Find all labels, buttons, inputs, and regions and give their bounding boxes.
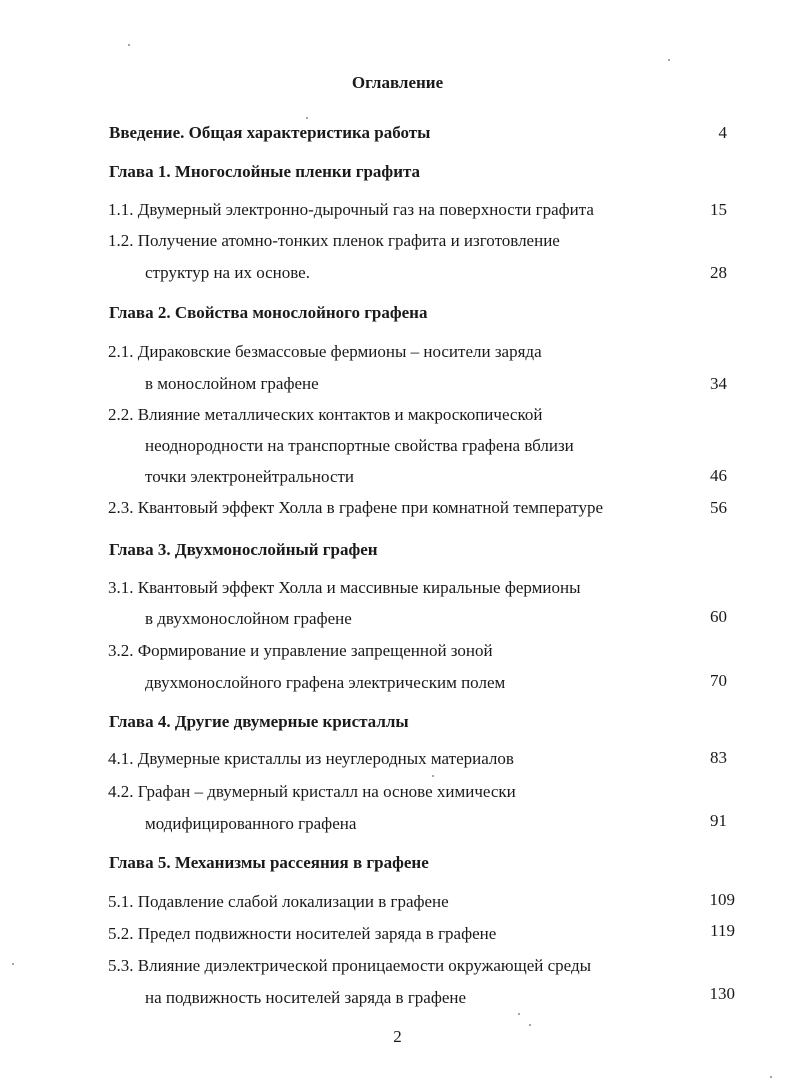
section-2-1-line1: 2.1. Дираковские безмассовые фермионы – носители заряда <box>108 342 542 361</box>
chapter-2-title: Глава 2. Свойства монослойного графена <box>109 303 428 322</box>
toc-intro-page: 4 <box>718 123 727 142</box>
section-4-1-page: 83 <box>710 748 727 767</box>
section-3-1-page: 60 <box>710 607 727 626</box>
section-5-2-page: 119 <box>710 921 735 940</box>
scan-speck <box>12 963 14 965</box>
scan-speck <box>529 1024 531 1026</box>
chapter-1-title: Глава 1. Многослойные пленки графита <box>109 162 421 181</box>
section-1-1-page: 15 <box>710 200 727 219</box>
section-3-1-line2: в двухмонослойном графене <box>145 609 352 628</box>
section-5-3-page: 130 <box>709 984 735 1003</box>
section-5-3-line2: на подвижность носителей заряда в графене <box>145 988 467 1007</box>
section-1-2-page: 28 <box>710 263 727 282</box>
section-4-1: 4.1. Двумерные кристаллы из неуглеродных материалов <box>108 749 514 768</box>
section-5-1-page: 109 <box>709 890 735 909</box>
scan-speck <box>518 1013 520 1015</box>
section-2-2-line3: точки электронейтральности <box>145 467 355 486</box>
section-4-2-line2: модифицированного графена <box>145 814 357 833</box>
section-4-2-page: 91 <box>710 811 727 830</box>
section-2-3-page: 56 <box>710 498 727 517</box>
section-1-1: 1.1. Двумерный электронно-дырочный газ на поверхности графита <box>108 200 594 219</box>
section-3-1-line1: 3.1. Квантовый эффект Холла и массивные киральные фермионы <box>108 578 581 597</box>
chapter-5-title: Глава 5. Механизмы рассеяния в графене <box>109 853 429 872</box>
section-2-1-line2: в монослойном графене <box>145 374 319 393</box>
scan-speck <box>770 1076 772 1078</box>
scan-speck <box>668 59 670 61</box>
chapter-3-title: Глава 3. Двухмонослойный графен <box>109 540 378 559</box>
scan-speck <box>432 775 434 777</box>
section-5-3-line1: 5.3. Влияние диэлектрической проницаемости окружающей среды <box>108 956 592 975</box>
section-3-2-page: 70 <box>710 671 727 690</box>
section-4-2-line1: 4.2. Графан – двумерный кристалл на основе химически <box>108 782 516 801</box>
section-1-2-line2: структур на их основе. <box>145 263 310 282</box>
section-5-2: 5.2. Предел подвижности носителей заряда в графене <box>108 924 497 943</box>
chapter-4-title: Глава 4. Другие двумерные кристаллы <box>109 712 409 731</box>
scan-speck <box>128 44 130 46</box>
section-3-2-line1: 3.2. Формирование и управление запрещенной зоной <box>108 641 493 660</box>
section-3-2-line2: двухмонослойного графена электрическим полем <box>145 673 506 692</box>
toc-intro: Введение. Общая характеристика работы <box>109 123 431 142</box>
section-2-1-page: 34 <box>710 374 727 393</box>
section-2-3: 2.3. Квантовый эффект Холла в графене при комнатной температуре <box>108 498 604 517</box>
section-5-1: 5.1. Подавление слабой локализации в графене <box>108 892 449 911</box>
section-2-2-line1: 2.2. Влияние металлических контактов и макроскопической <box>108 405 543 424</box>
section-2-2-page: 46 <box>710 466 727 485</box>
section-2-2-line2: неоднородности на транспортные свойства графена вблизи <box>145 436 574 455</box>
toc-title: Оглавление <box>351 73 444 92</box>
page-number: 2 <box>393 1027 402 1046</box>
scan-speck <box>306 117 308 119</box>
section-1-2-line1: 1.2. Получение атомно-тонких пленок графита и изготовление <box>108 231 560 250</box>
